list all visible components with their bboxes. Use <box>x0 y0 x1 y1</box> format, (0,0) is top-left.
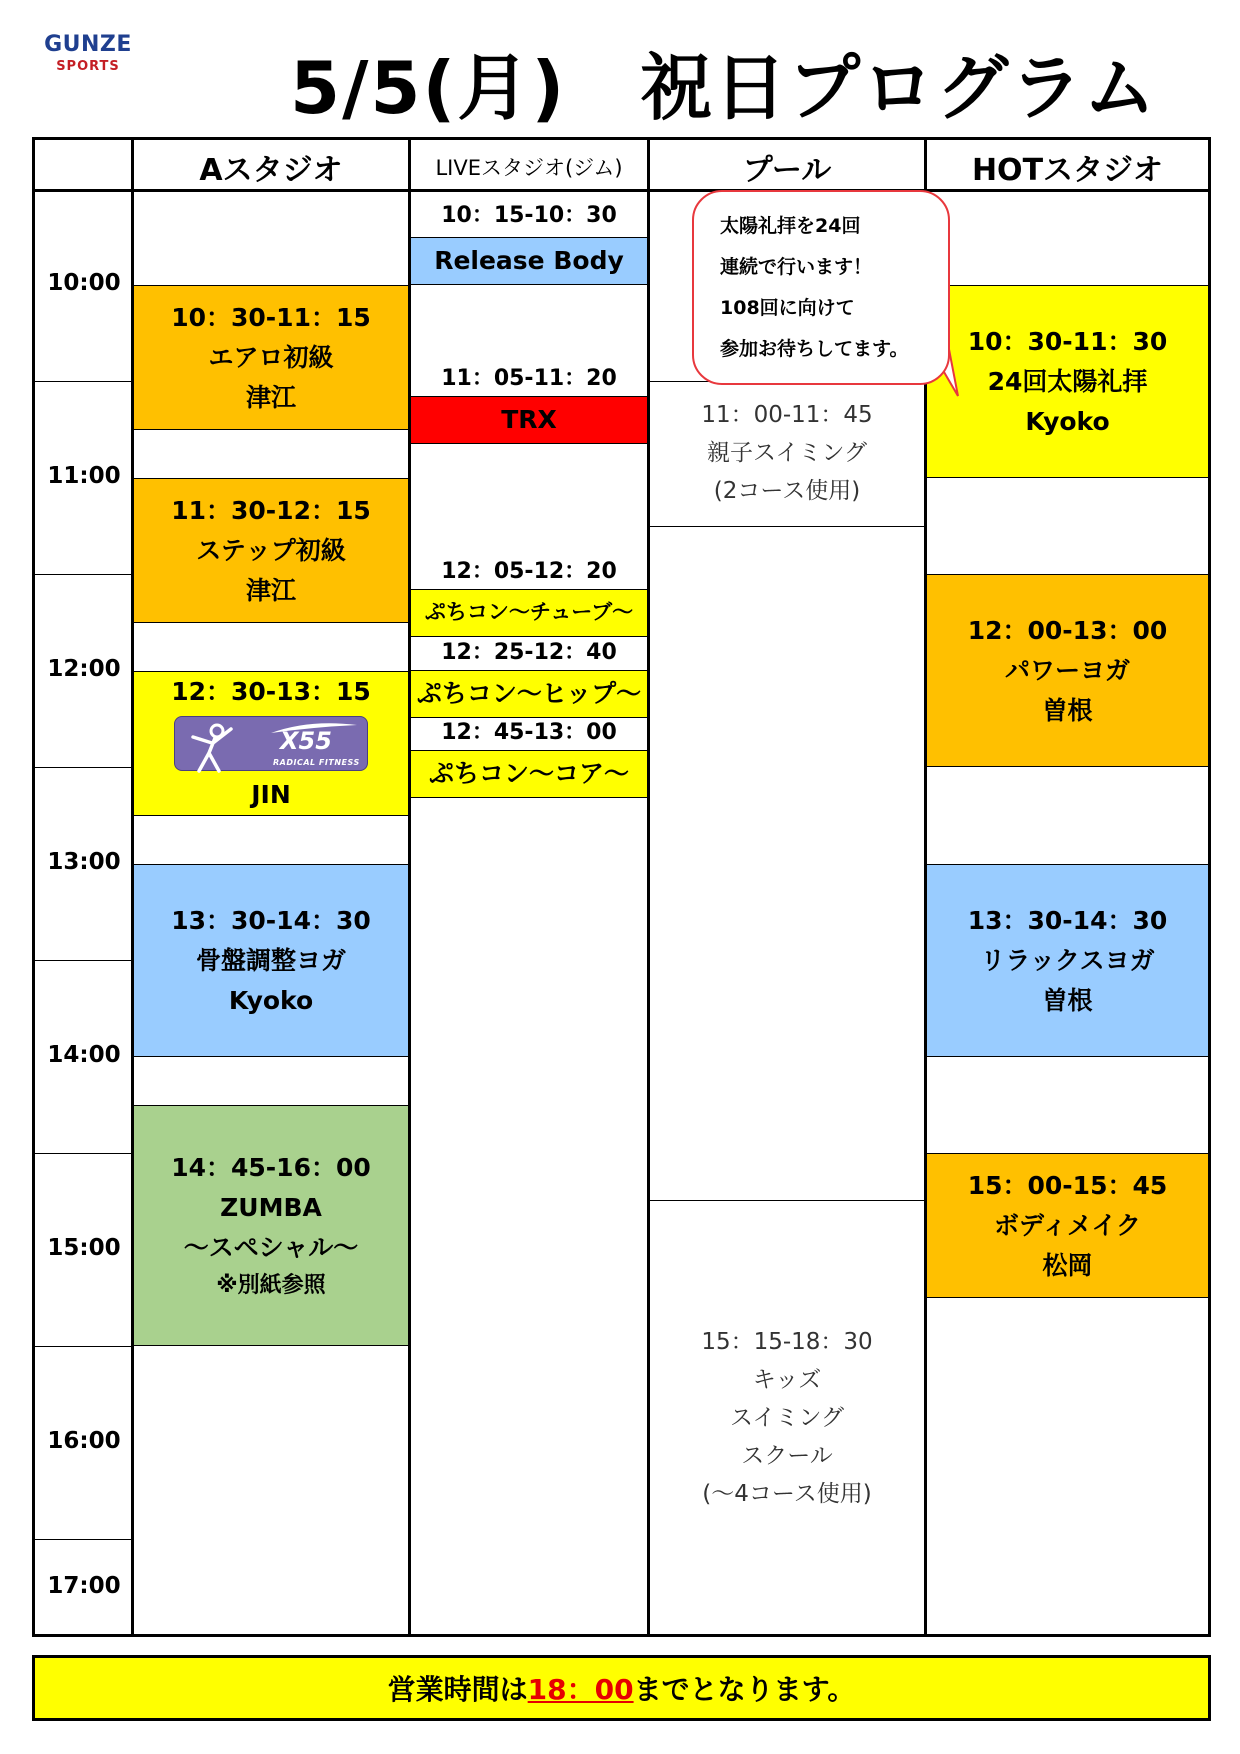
class-name: エアロ初級 <box>208 342 334 372</box>
class-time: 11：00-11：45 <box>701 402 873 429</box>
class-block-aero[interactable] <box>133 285 409 430</box>
class-note: ※別紙参照 <box>216 1272 326 1298</box>
class-name: 24回太陽礼拝 <box>987 366 1148 396</box>
class-name: ステップ初級 <box>196 535 346 565</box>
class-instructor: 津江 <box>245 382 296 412</box>
class-time: 14：45-16：00 <box>171 1152 371 1182</box>
class-name: ボディメイク <box>993 1210 1141 1240</box>
class-block-zumba[interactable] <box>133 1105 409 1346</box>
class-note: (～4コース使用) <box>702 1480 872 1507</box>
class-name: リラックスヨガ <box>980 945 1155 975</box>
logo-sub: SPORTS <box>56 59 120 74</box>
live-class-trx[interactable] <box>410 396 648 444</box>
footer-text-before: 営業時間は <box>387 1673 528 1706</box>
live-class-release-body[interactable] <box>410 237 648 285</box>
class-instructor: Kyoko <box>228 985 314 1015</box>
class-name: パワーヨガ <box>1004 655 1130 685</box>
live-class-time: 12：45-13：00 <box>441 719 617 745</box>
speech-bubble <box>692 190 950 385</box>
time-label: 10:00 <box>47 270 121 296</box>
header-pool: プール <box>742 152 832 188</box>
class-name: TRX <box>501 405 557 434</box>
time-label: 16:00 <box>47 1428 121 1454</box>
class-time: 15：15-18：30 <box>701 1329 873 1356</box>
page-title: 5/5(月) 祝日プログラム <box>290 46 1158 130</box>
pool-parent-child-swim[interactable] <box>650 382 924 526</box>
live-class-tube[interactable] <box>410 589 648 637</box>
time-label: 17:00 <box>47 1573 121 1599</box>
class-name: 親子スイミング <box>706 440 868 467</box>
gunze-sports-logo <box>38 32 138 74</box>
time-label: 11:00 <box>47 463 121 489</box>
class-block-x55[interactable] <box>133 671 409 816</box>
class-instructor: JIN <box>251 780 291 809</box>
header-live-studio: LIVEスタジオ(ジム) <box>435 155 623 180</box>
class-instructor: 曽根 <box>1042 985 1093 1015</box>
class-name: ぷちコン～コア～ <box>428 759 629 788</box>
class-time: 10：30-11：15 <box>171 302 371 332</box>
dancer-icon <box>181 719 251 779</box>
hot-class-relax-yoga[interactable] <box>926 864 1209 1057</box>
header-a-studio: Aスタジオ <box>199 152 343 188</box>
class-name: Release Body <box>434 246 624 275</box>
class-name: ぷちコン～ヒップ～ <box>416 679 642 708</box>
class-time: 10：30-11：30 <box>967 326 1168 356</box>
class-name: ぷちコン～チューブ～ <box>424 600 634 625</box>
business-hours-banner <box>32 1655 1211 1721</box>
class-name: ZUMBA <box>220 1192 322 1222</box>
bubble-line: 参加お待ちしてます。 <box>720 338 909 360</box>
live-class-hip[interactable] <box>410 670 648 718</box>
hot-class-power-yoga[interactable] <box>926 574 1209 767</box>
class-instructor: 松岡 <box>1042 1250 1093 1280</box>
class-time: 12：30-13：15 <box>171 677 371 706</box>
class-time: 13：30-14：30 <box>967 905 1168 935</box>
time-label: 14:00 <box>47 1042 121 1068</box>
class-sub: ～スペシャル～ <box>183 1232 359 1262</box>
live-class-time: 12：25-12：40 <box>441 639 617 665</box>
class-name: 骨盤調整ヨガ <box>195 945 346 975</box>
pool-kids-swim-school[interactable] <box>650 1201 924 1637</box>
class-time: 11：30-12：15 <box>171 495 371 525</box>
class-block-step[interactable] <box>133 478 409 623</box>
class-note: (2コース使用) <box>713 477 861 504</box>
bubble-line: 連続で行います！ <box>720 256 873 278</box>
live-class-core[interactable] <box>410 750 648 798</box>
header-hot-studio: HOTスタジオ <box>971 152 1164 188</box>
class-time: 12：00-13：00 <box>967 615 1168 645</box>
live-class-time: 12：05-12：20 <box>441 558 617 584</box>
x55-logo-text: X55 <box>280 727 332 755</box>
time-label: 12:00 <box>47 656 121 682</box>
x55-logo-sub: RADICAL FITNESS <box>273 758 360 767</box>
class-name: スクール <box>741 1442 833 1469</box>
class-instructor: Kyoko <box>1025 406 1110 436</box>
logo-name: GUNZE <box>44 32 132 57</box>
live-class-time: 11：05-11：20 <box>441 365 617 391</box>
class-block-pelvis-yoga[interactable] <box>133 864 409 1057</box>
hot-class-body-make[interactable] <box>926 1153 1209 1298</box>
class-name: キッズ <box>752 1367 822 1394</box>
bubble-line: 太陽礼拝を24回 <box>720 215 861 237</box>
class-instructor: 津江 <box>245 575 296 605</box>
time-label: 15:00 <box>47 1235 121 1261</box>
schedule-grid <box>32 137 1211 1637</box>
footer-closing-time: 18：00 <box>527 1673 634 1706</box>
class-time: 13：30-14：30 <box>171 905 371 935</box>
footer-text-after: までとなります。 <box>633 1673 856 1706</box>
class-name: スイミング <box>729 1405 845 1432</box>
time-label: 13:00 <box>47 849 121 875</box>
class-time: 15：00-15：45 <box>967 1170 1168 1200</box>
class-instructor: 曽根 <box>1042 695 1093 725</box>
x55-logo <box>174 716 368 771</box>
bubble-line: 108回に向けて <box>720 297 855 319</box>
live-class-time: 10：15-10：30 <box>441 202 617 228</box>
